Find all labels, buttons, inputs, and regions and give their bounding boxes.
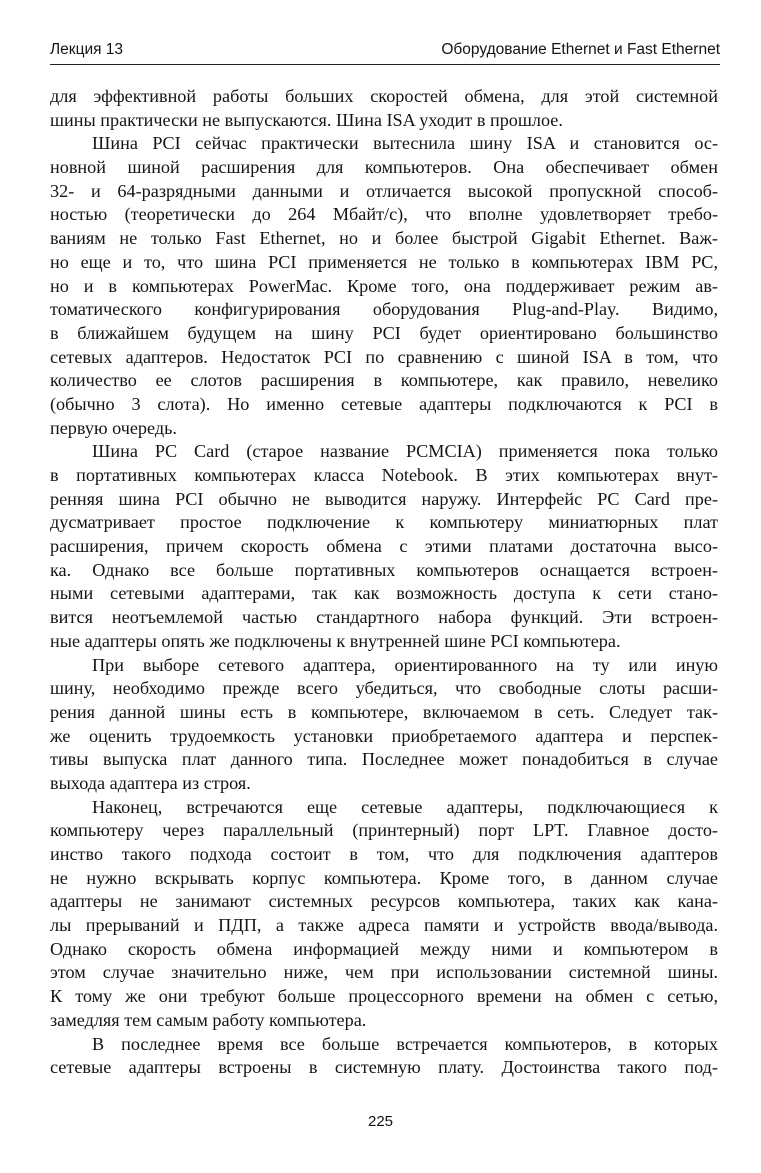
running-header <box>50 38 720 64</box>
text-line: Шина PC Card (старое название PCMCIA) применяется пока только <box>92 441 718 462</box>
chapter-title: Оборудование Ethernet и Fast Ethernet <box>441 41 720 58</box>
text-line: лы прерываний и ПДП, а также адреса памяти и устройств ввода/вывода. <box>50 915 718 936</box>
text-line: К тому же они требуют больше процессорного времени на обмен с сетью, <box>50 986 718 1007</box>
text-line: адаптеры не занимают системных ресурсов компьютера, таких как кана- <box>50 891 718 912</box>
text-line: сетевые адаптеры встроены в системную плату. Достоинства такого под- <box>50 1057 718 1078</box>
text-line: инство такого подхода состоит в том, что для подключения адаптеров <box>50 844 718 864</box>
text-line: Шина PCI сейчас практически вытеснила шину ISA и становится ос- <box>92 133 718 154</box>
text-line: тивы выпуска плат данного типа. Последнее может понадобиться в случае <box>50 749 718 770</box>
text-line: ные адаптеры опять же подключены к внутренней шине PCI компьютера. <box>50 630 621 651</box>
text-line: количество ее слотов расширения в компьютере, как правило, невелико <box>50 370 718 391</box>
text-line: же оценить трудоемкость установки приобретаемого адаптера и перспек- <box>50 725 718 746</box>
text-line: шины практически не выпускаются. Шина ISA уходит в прошлое. <box>50 109 563 130</box>
text-line: этом случае значительно ниже, чем при использовании системной шины. <box>50 962 718 983</box>
text-line: в портативных компьютерах класса Notebook. В этих компьютерах внут- <box>50 465 718 485</box>
text-line: томатического конфигурирования оборудования Plug-and-Play. Видимо, <box>50 299 718 320</box>
text-line: рения данной шины есть в компьютере, включаемом в сеть. Следует так- <box>50 701 718 722</box>
text-line: для эффективной работы больших скоростей обмена, для этой системной <box>50 86 718 106</box>
body-text <box>50 85 718 1080</box>
page-number: 225 <box>367 1113 394 1130</box>
text-line: ваниям не только Fast Ethernet, но и более быстрой Gigabit Ethernet. Важ- <box>50 228 718 249</box>
text-line: (обычно 3 слота). Но именно сетевые адаптеры подключаются к PCI в <box>50 393 718 414</box>
text-line: ренняя шина PCI обычно не выводится наружу. Интерфейс PC Card пре- <box>50 488 718 509</box>
text-line: но и в компьютерах PowerMac. Кроме того, она поддерживает режим ав- <box>50 275 718 296</box>
text-line: первую очередь. <box>50 417 177 438</box>
text-line: При выборе сетевого адаптера, ориентированного на ту или иную <box>92 654 718 675</box>
text-line: дусматривает простое подключение к компьютеру миниатюрных плат <box>50 512 718 533</box>
text-line: компьютеру через параллельный (принтерный) порт LPT. Главное досто- <box>50 820 718 841</box>
text-line: расширения, причем скорость обмена с этими платами достаточна высо- <box>50 536 718 557</box>
text-line: шину, необходимо прежде всего убедиться, что свободные слоты расши- <box>50 678 718 699</box>
lecture-label: Лекция 13 <box>50 41 124 58</box>
text-line: сетевых адаптеров. Недостаток PCI по сравнению с шиной ISA в том, что <box>50 346 718 367</box>
text-line: новной шиной расширения для компьютеров. Она обеспечивает обмен <box>50 157 718 178</box>
text-line: ка. Однако все больше портативных компьютеров оснащается встроен- <box>50 559 718 580</box>
text-line: замедляя тем самым работу компьютера. <box>50 1009 367 1030</box>
text-line: 32- и 64-разрядными данными и отличается высокой пропускной способ- <box>50 180 718 201</box>
text-line: но еще и то, что шина PCI применяется не только в компьютерах IBM PC, <box>50 251 718 272</box>
text-line: ными сетевыми адаптерами, так как возможность доступа к сети стано- <box>50 583 718 604</box>
text-line: Наконец, встречаются еще сетевые адаптеры, подключающиеся к <box>92 796 718 817</box>
text-line: Однако скорость обмена информацией между ними и компьютером в <box>50 938 718 959</box>
text-line: в ближайшем будущем на шину PCI будет ориентировано большинство <box>50 322 718 343</box>
text-line: ностью (теоретически до 264 Мбайт/с), что вполне удовлетворяет требо- <box>50 204 718 225</box>
text-line: В последнее время все больше встречается компьютеров, в которых <box>92 1033 718 1054</box>
text-line: не нужно вскрывать корпус компьютера. Кроме того, в данном случае <box>50 867 718 888</box>
text-line: вится неотъемлемой частью стандартного набора функций. Эти встроен- <box>50 607 718 628</box>
text-line: выхода адаптера из строя. <box>50 772 251 793</box>
header-divider <box>50 64 720 65</box>
